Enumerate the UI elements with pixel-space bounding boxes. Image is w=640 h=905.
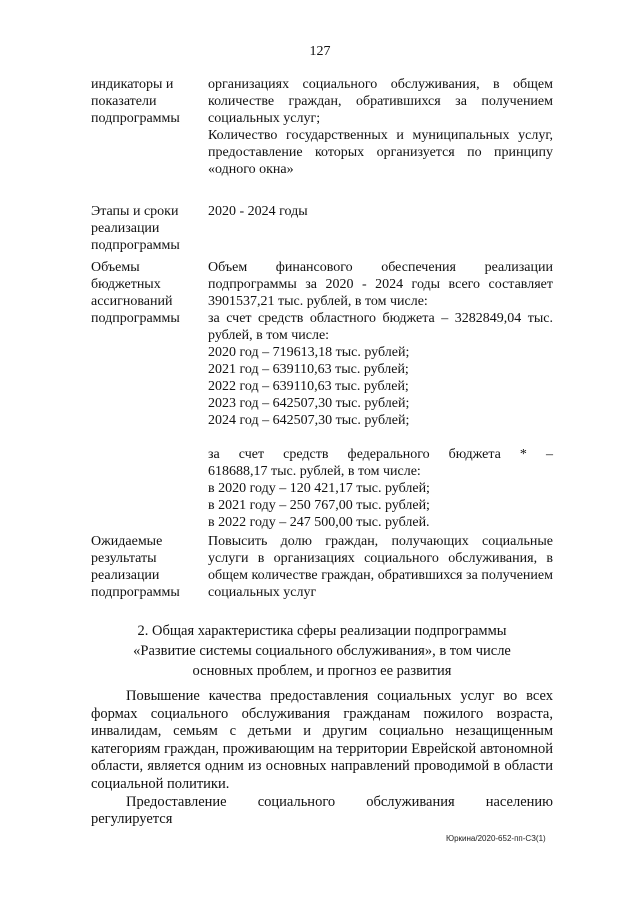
- passport-paragraph: Объем финансового обеспечения реализации подпрограммы за 2020 - 2024 годы всего составляет 3901537,21 тыс. рублей, в том числе:: [208, 260, 553, 309]
- passport-paragraph: за счет средств федерального бюджета * –: [208, 447, 553, 462]
- budget-year-line: 2020 год – 719613,18 тыс. рублей;: [208, 345, 410, 360]
- passport-row-value: [208, 203, 553, 259]
- passport-paragraph: организациях социального обслуживания, в общем количестве граждан, обратившихся за получением социальных услуг;: [208, 77, 553, 126]
- passport-paragraph: за счет средств областного бюджета – 3282849,04 тыс. рублей, в том числе:: [208, 311, 553, 343]
- section-heading-line: «Развитие системы социального обслуживания», в том числе: [133, 643, 511, 659]
- budget-year-line: в 2022 году – 247 500,00 тыс. рублей.: [208, 515, 430, 530]
- passport-row-label: Объемы бюджетных ассигнований подпрограммы: [91, 260, 180, 326]
- passport-paragraph: Количество государственных и муниципальных услуг, предоставление которых организуется по принципу «одного окна»: [208, 128, 553, 177]
- budget-year-line: 2023 год – 642507,30 тыс. рублей;: [208, 396, 410, 411]
- passport-paragraph: Повысить долю граждан, получающих социальные услуги в организациях социального обслуживания, в общем количестве граждан, обратившихся за получением социальных услуг: [208, 534, 553, 600]
- passport-row-stages: [91, 203, 553, 259]
- passport-table: [91, 76, 553, 601]
- passport-row-value: [208, 259, 553, 533]
- passport-row-label: Этапы и сроки реализации подпрограммы: [91, 204, 180, 253]
- budget-year-line: в 2021 году – 250 767,00 тыс. рублей;: [208, 498, 430, 513]
- passport-row-value: [208, 76, 553, 203]
- budget-year-line: в 2020 году – 120 421,17 тыс. рублей;: [208, 481, 430, 496]
- body-paragraph: Предоставление социального обслуживания населению регулируется: [91, 793, 553, 828]
- passport-row-indicators: [91, 76, 553, 203]
- passport-row-label: индикаторы и показатели подпрограммы: [91, 77, 180, 126]
- section-heading-line: 2. Общая характеристика сферы реализации подпрограммы: [137, 623, 507, 639]
- budget-year-line: 2024 год – 642507,30 тыс. рублей;: [208, 413, 410, 428]
- passport-row-label: Ожидаемые результаты реализации подпрограммы: [91, 534, 180, 600]
- passport-row-budget: [91, 259, 553, 533]
- budget-year-line: 2022 год – 639110,63 тыс. рублей;: [208, 379, 409, 394]
- body-text: [91, 688, 553, 829]
- section-heading: [91, 621, 553, 681]
- passport-paragraph: 2020 - 2024 годы: [208, 204, 308, 219]
- passport-row-value: [208, 533, 553, 601]
- footer-stamp: Юркина/2020-652-пп-СЗ(1): [446, 834, 546, 843]
- passport-row-results: [91, 533, 553, 601]
- body-paragraph: Повышение качества предоставления социальных услуг во всех формах социального обслуживания гражданам пожилого возраста, инвалидам, семьям с детьми и другим социально незащищенным категориям граждан, проживающим на территории Еврейской автономной области, является одним из основных направлений проводимой в области социальной политики.: [91, 688, 553, 792]
- page-number: 127: [309, 44, 331, 59]
- section-heading-line: основных проблем, и прогноз ее развития: [192, 663, 452, 679]
- budget-year-line: 2021 год – 639110,63 тыс. рублей;: [208, 362, 409, 377]
- passport-paragraph: 618688,17 тыс. рублей, в том числе:: [208, 464, 421, 479]
